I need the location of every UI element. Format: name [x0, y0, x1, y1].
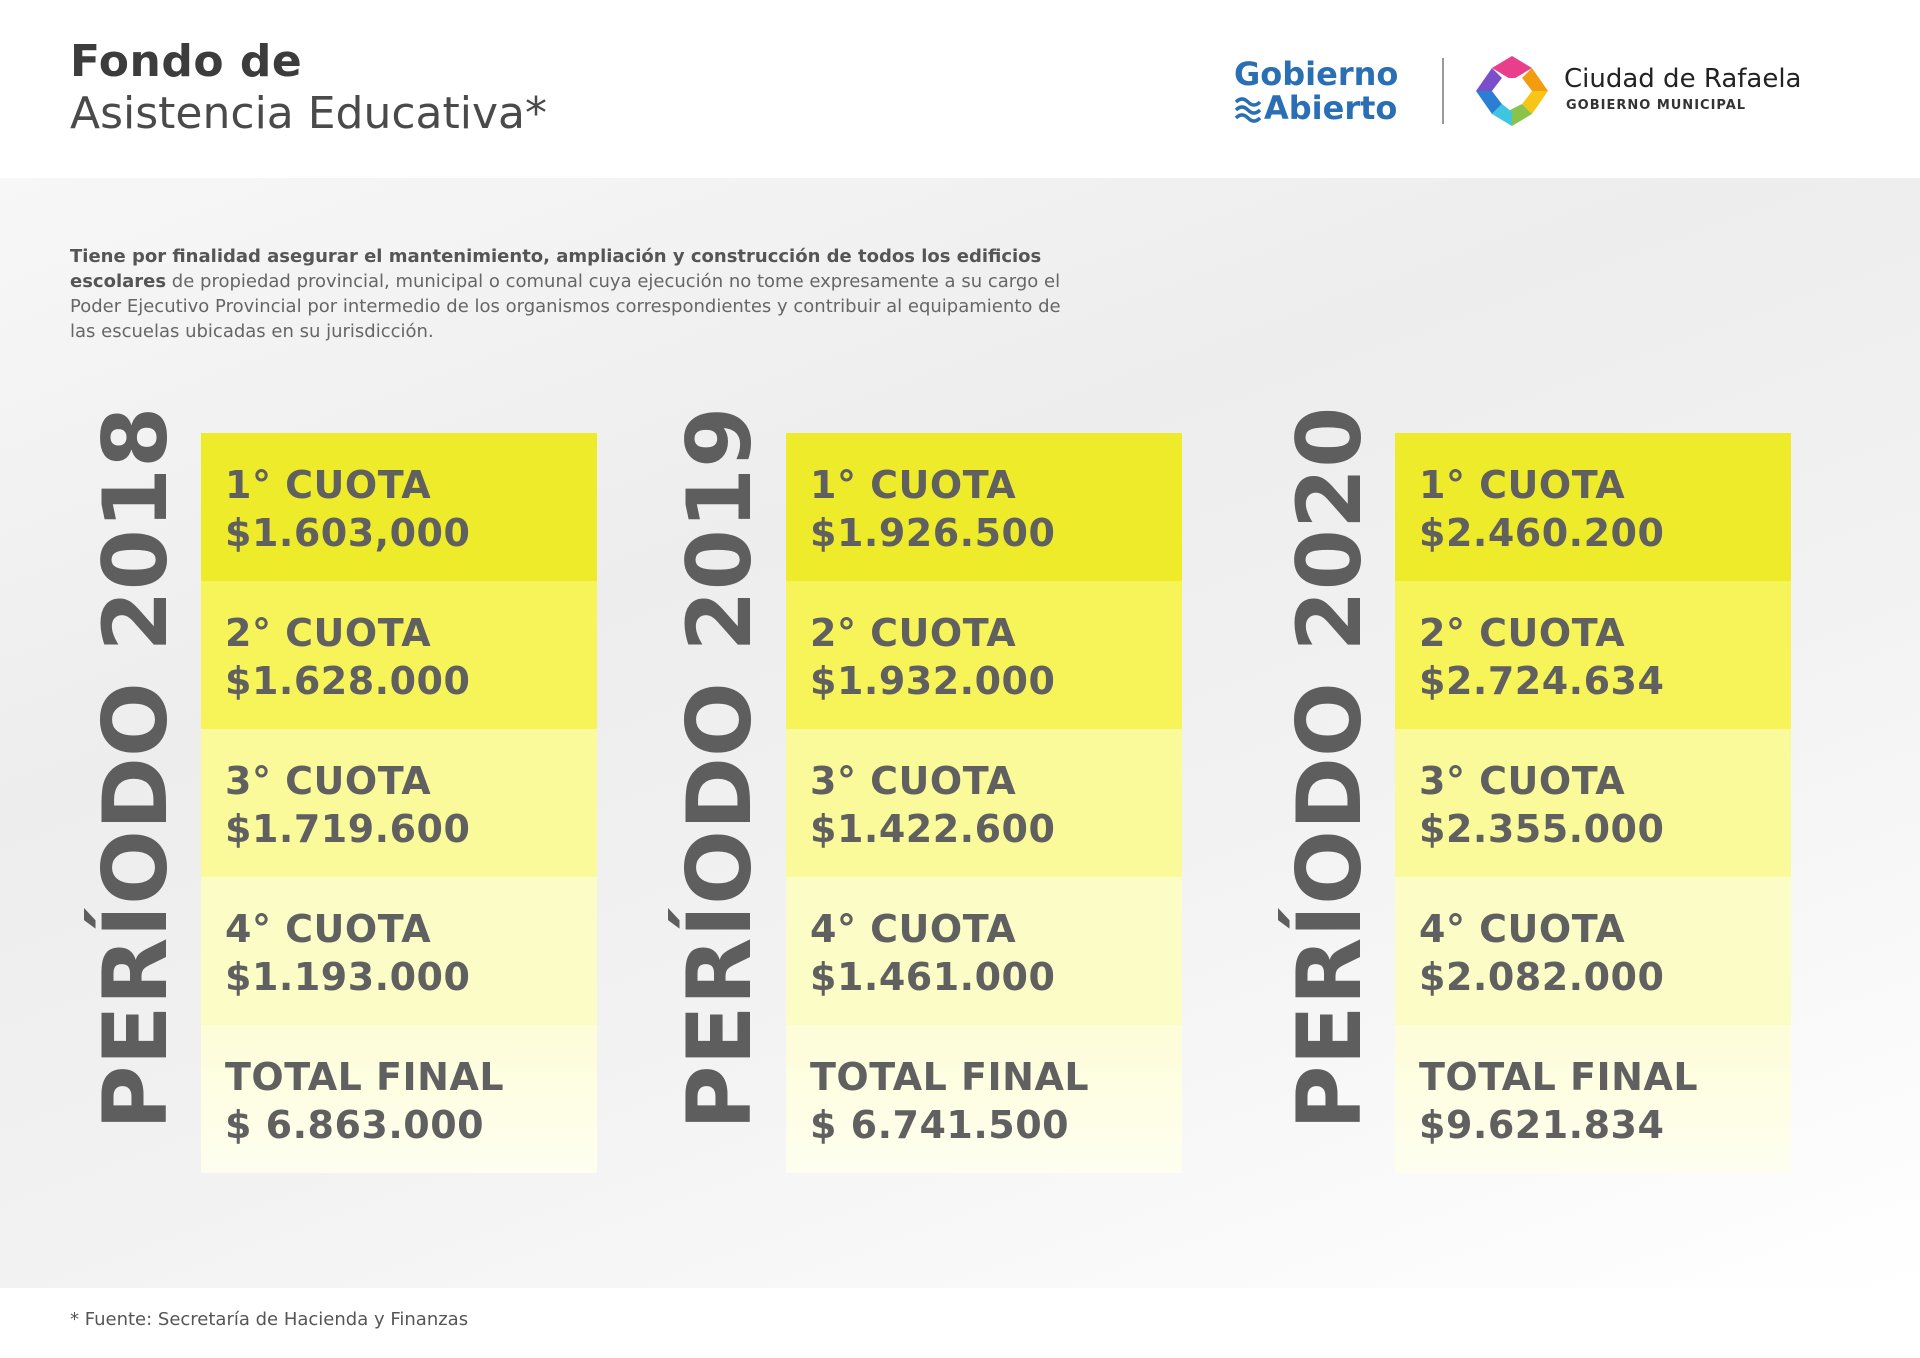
cuota-label: 2° CUOTA	[810, 611, 1017, 655]
cuota-label: 4° CUOTA	[810, 907, 1017, 951]
logo-gobierno-text: Gobierno	[1234, 55, 1399, 93]
period-label-2018: PERÍODO 2018	[84, 406, 187, 1130]
cuota-amount: $1.719.600	[225, 807, 471, 851]
source-footnote: * Fuente: Secretaría de Hacienda y Finanzas	[70, 1309, 469, 1330]
cuota-row	[786, 729, 1182, 877]
cuota-label: 1° CUOTA	[1419, 463, 1626, 507]
cuota-label: 4° CUOTA	[225, 907, 432, 951]
cuota-amount: $2.724.634	[1419, 659, 1665, 703]
logo-city-subtitle: GOBIERNO MUNICIPAL	[1566, 98, 1747, 113]
intro-paragraph	[70, 244, 1070, 344]
cuota-row	[201, 433, 597, 581]
cuota-amount: $1.193.000	[225, 955, 471, 999]
period-table-2020	[1395, 433, 1791, 1173]
total-amount: $9.621.834	[1419, 1103, 1665, 1147]
total-row	[201, 1025, 597, 1173]
waves-icon	[1234, 94, 1262, 126]
period-table-2018	[201, 433, 597, 1173]
total-label: TOTAL FINAL	[1419, 1055, 1699, 1099]
cuota-label: 1° CUOTA	[810, 463, 1017, 507]
total-row	[786, 1025, 1182, 1173]
page-title-line2: Asistencia Educativa*	[70, 88, 547, 139]
cuota-amount: $2.460.200	[1419, 511, 1665, 555]
period-label-2019: PERÍODO 2019	[668, 406, 771, 1130]
total-amount: $ 6.863.000	[225, 1103, 485, 1147]
cuota-label: 2° CUOTA	[1419, 611, 1626, 655]
cuota-label: 4° CUOTA	[1419, 907, 1626, 951]
total-label: TOTAL FINAL	[225, 1055, 505, 1099]
cuota-row	[1395, 729, 1791, 877]
logo-city-name: Ciudad de Rafaela	[1564, 64, 1802, 94]
total-label: TOTAL FINAL	[810, 1055, 1090, 1099]
total-amount: $ 6.741.500	[810, 1103, 1070, 1147]
cuota-row	[201, 877, 597, 1025]
logo-divider	[1442, 58, 1444, 124]
period-table-2019	[786, 433, 1182, 1173]
logo-abierto-text: Abierto	[1264, 89, 1398, 127]
cuota-amount: $1.603,000	[225, 511, 471, 555]
cuota-row	[786, 877, 1182, 1025]
cuota-amount: $1.932.000	[810, 659, 1056, 703]
cuota-row	[1395, 581, 1791, 729]
cuota-label: 3° CUOTA	[1419, 759, 1626, 803]
intro-bold-text: Tiene por finalidad asegurar el mantenimiento, ampliación y construcción de todos los edificios escolares	[70, 246, 1042, 292]
cuota-label: 3° CUOTA	[810, 759, 1017, 803]
cuota-row	[201, 581, 597, 729]
cuota-row	[1395, 877, 1791, 1025]
total-row	[1395, 1025, 1791, 1173]
cuota-amount: $1.926.500	[810, 511, 1056, 555]
cuota-row	[201, 729, 597, 877]
cuota-row	[1395, 433, 1791, 581]
cuota-amount: $1.628.000	[225, 659, 471, 703]
cuota-amount: $2.355.000	[1419, 807, 1665, 851]
period-label-2020: PERÍODO 2020	[1278, 406, 1381, 1130]
cuota-amount: $1.461.000	[810, 955, 1056, 999]
cuota-label: 1° CUOTA	[225, 463, 432, 507]
cuota-label: 2° CUOTA	[225, 611, 432, 655]
cuota-row	[786, 581, 1182, 729]
gobierno-abierto-logo	[1234, 56, 1416, 126]
cuota-label: 3° CUOTA	[225, 759, 432, 803]
cuota-amount: $2.082.000	[1419, 955, 1665, 999]
cuota-row	[786, 433, 1182, 581]
header	[0, 0, 1920, 178]
cuota-amount: $1.422.600	[810, 807, 1056, 851]
intro-rest-text: de propiedad provincial, municipal o comunal cuya ejecución no tome expresamente a su cargo el Poder Ejecutivo Provincial por intermedio de los organismos correspondientes y contribuir al equipamiento de las escuelas ubicadas en su jurisdicción.	[70, 271, 1061, 342]
rafaela-hexagon-logo-icon	[1474, 54, 1550, 128]
page-title-line1: Fondo de	[70, 36, 303, 87]
